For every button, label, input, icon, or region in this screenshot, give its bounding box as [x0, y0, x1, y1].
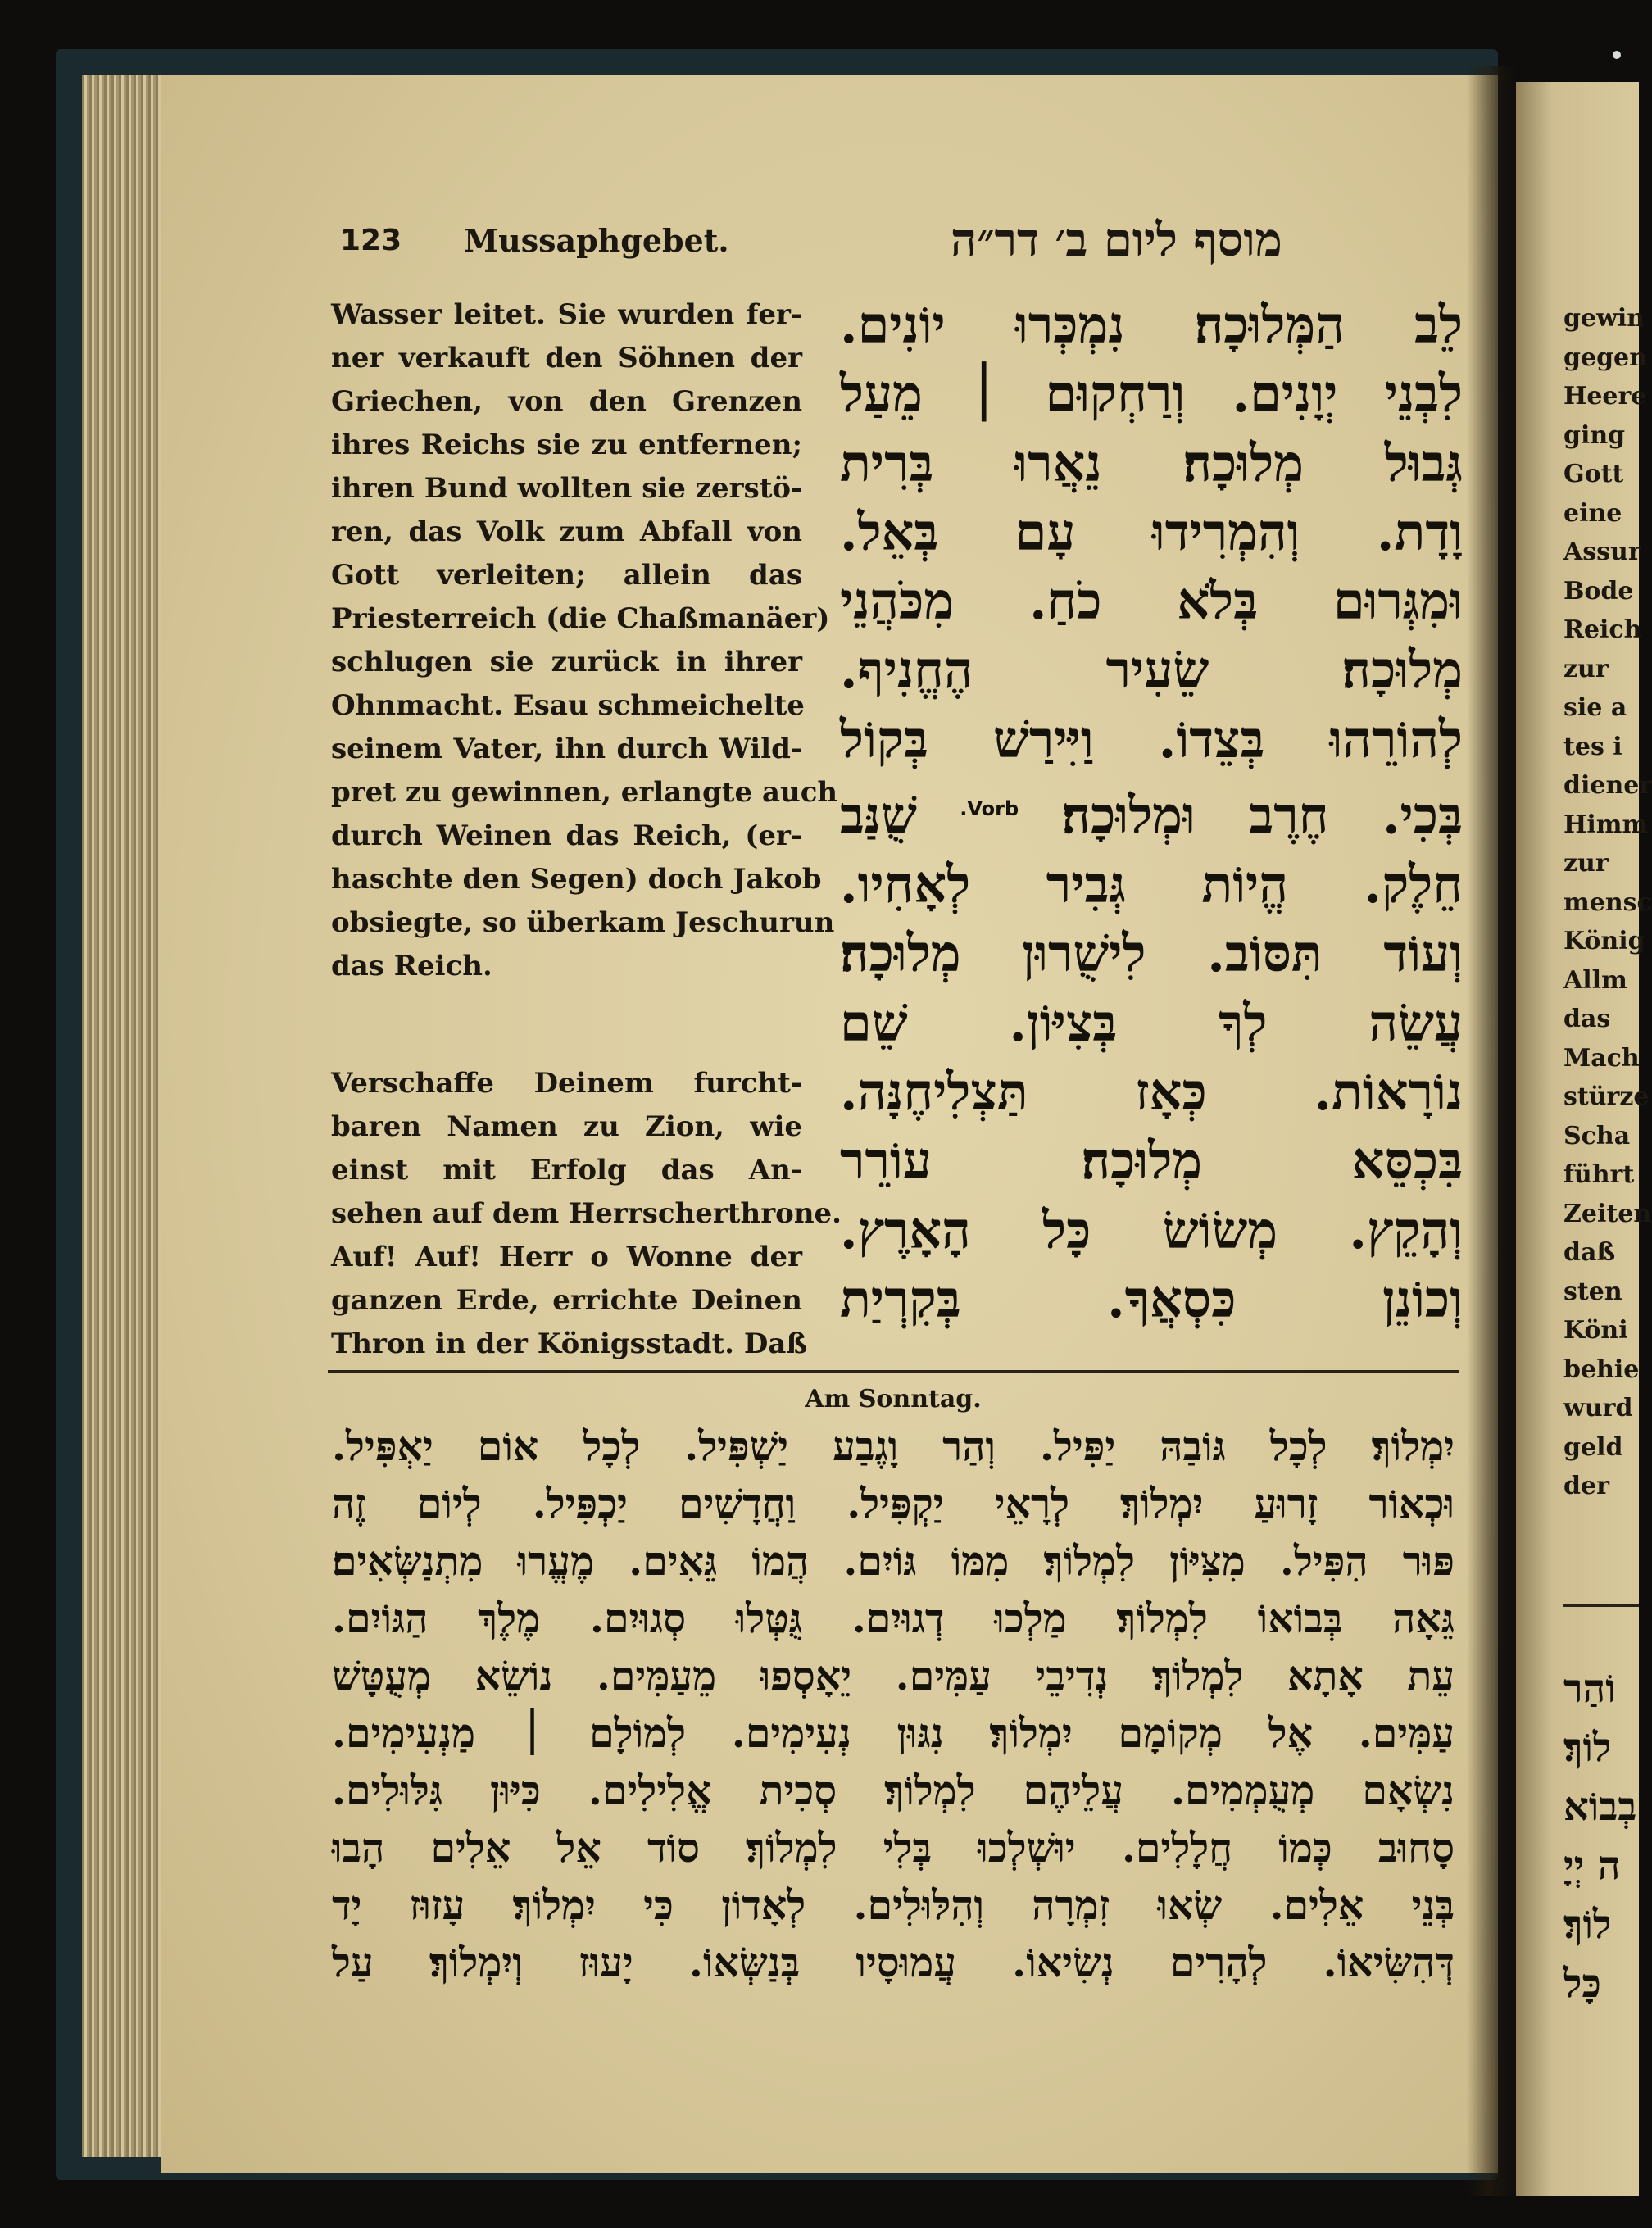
german-line: Verschaffe Deinem furcht-: [331, 1067, 802, 1100]
next-page-german-line: eine: [1564, 498, 1622, 528]
german-translation-paragraph-1: [331, 293, 838, 988]
next-page-german-line: Zeiten: [1564, 1199, 1652, 1228]
page-number: 123: [340, 223, 402, 257]
german-line: baren Namen zu Zion, wie: [331, 1110, 802, 1143]
german-line: haschte den Segen) doch Jakob: [331, 863, 822, 896]
running-title: Mussaphgebet.: [464, 221, 729, 259]
next-page-german-line: Köni: [1564, 1316, 1628, 1345]
next-page-german-line: Reich: [1564, 615, 1642, 644]
marginal-note-vorb: Vorb.: [916, 797, 1062, 821]
hebrew-line: בְּכִי. חֶרֶב וּמְלוּכָה׃ $^{Vorb.}$ שֻׁנַּב: [840, 785, 1463, 846]
next-page-german-line: Allm: [1564, 965, 1627, 995]
next-page-german-line: der: [1564, 1472, 1609, 1500]
section-divider: [328, 1370, 1459, 1373]
next-page-hebrew-line: וֹהַר: [1564, 1666, 1616, 1712]
next-page-german-line: tes i: [1564, 732, 1622, 761]
hebrew-bottom-line: וּכְאוֹר זָרוּעַ יִמְלוֹךְ׃ לְרָאֵי יַקְפִּיל. וַחֲדָשִׁים יַכְפִּיל. לְיוֹם זֶה: [332, 1480, 1455, 1527]
next-page-german-line: zur: [1564, 654, 1609, 683]
german-line: ner verkauft den Söhnen der: [331, 342, 802, 374]
hebrew-line: בִּכְסֵּא מְלוּכָה׃ עוֹרֵר: [840, 1131, 1463, 1191]
hebrew-bottom-line: גֵּאָה בְּבוֹאוֹ לִמְלוֹךְ׃ מַלְכוּ דְגוּיִם. גֻּטְּלוּ סְגוּיִם. מֶלֶךְ הַגּוֹיִם.: [332, 1595, 1455, 1642]
cover-rivet: [1613, 51, 1621, 59]
hebrew-main-column: [840, 291, 1463, 1334]
hebrew-line: וָדָת. וְהִמְרִידוּ עָם בְּאֵל.: [840, 501, 1463, 562]
german-line: pret zu gewinnen, erlangte auch: [331, 776, 838, 809]
next-page-german-line: Himm: [1564, 810, 1649, 839]
next-page-german-line: Scha: [1564, 1121, 1631, 1150]
hebrew-line: עֲשֵׂה לְךָ בְּצִיּוֹן. שֵׁם: [840, 992, 1463, 1053]
next-page-german-line: diener: [1564, 771, 1652, 800]
german-line: Wasser leitet. Sie wurden fer-: [331, 298, 802, 331]
next-page-german-line: gewin: [1564, 304, 1645, 333]
hebrew-bottom-line: יִמְלוֹךְ׃ לְכָל גּוֹבַהּ יַפִּיל. וְהַר וָגֶבַע יַשְׁפִּיל. לְכָל אוֹם יַאְפִּיל.: [332, 1423, 1455, 1470]
german-line: Griechen, von den Grenzen: [331, 385, 802, 418]
german-line: einst mit Erfolg das An-: [331, 1154, 802, 1187]
german-line: sehen auf dem Herrscherthrone.: [331, 1197, 842, 1230]
next-page-hebrew-line: לוֹךְ׃: [1564, 1725, 1612, 1771]
next-page-hebrew-line: ה יְיָ: [1564, 1843, 1621, 1889]
hebrew-line: מְלוּכָה׃ שֵׂעִיר הֶחֱנִיף.: [840, 640, 1463, 701]
hebrew-line: נוֹרָאוֹת. כְּאָז תַּצְלִיחֶנָּה.: [840, 1061, 1463, 1122]
german-line: Gott verleiten; allein das: [331, 559, 802, 592]
next-page-german-line: ging: [1564, 420, 1626, 450]
next-page-german-line: Gott: [1564, 460, 1624, 488]
german-line: ihren Bund wollten sie zerstö-: [331, 472, 803, 505]
next-page-german-line: gegen: [1564, 343, 1647, 372]
next-page-hebrew-line: בְבוֹא: [1564, 1784, 1637, 1830]
hebrew-line: לֵב הַמְּלוּכָה׃ נִמְכְּרוּ יוֹנִים.: [840, 295, 1463, 355]
next-page-german-line: mensc: [1564, 887, 1652, 917]
next-page-german-line: sten: [1564, 1277, 1622, 1306]
german-line: Auf! Auf! Herr o Wonne der: [331, 1241, 802, 1273]
hebrew-line: וְכוֹנֵן כִּסְאֲךָ. בְּקִרְיַת: [840, 1268, 1463, 1329]
next-page-german-line: daß: [1564, 1238, 1616, 1267]
german-line: durch Weinen das Reich, (er-: [331, 819, 802, 852]
next-page-german-line: König: [1564, 927, 1645, 955]
german-line: seinem Vater, ihn durch Wild-: [331, 733, 802, 765]
hebrew-line: וְהָקֵץ. מְשׂוֹשׂ כָּל הָאָרֶץ.: [840, 1200, 1463, 1260]
german-line: obsiegte, so überkam Jeschurun: [331, 906, 835, 939]
hebrew-line: וּמִגְּרוּם בְּלֹא כֹחַ. מִכֹּהֲנֵי: [840, 571, 1463, 632]
german-line: schlugen sie zurück in ihrer: [331, 646, 802, 678]
next-page-german-line: sie a: [1564, 693, 1627, 722]
hebrew-line: לִבְנֵי יְוָנִים. וְרַחְקוּם ׀ מֵעַל: [840, 364, 1463, 424]
next-page-german-line: behie: [1564, 1354, 1640, 1384]
next-page-german-fragments: [1564, 299, 1652, 1506]
hebrew-line: גְּבוּל מְלוּכָה׃ נֵאֲרוּ בְּרִית: [840, 433, 1463, 493]
german-line: das Reich.: [331, 950, 492, 982]
german-line: Thron in der Königsstadt. Daß: [331, 1327, 808, 1360]
next-page-german-line: das: [1564, 1005, 1611, 1033]
next-page-german-line: stürze: [1564, 1082, 1650, 1111]
next-page-divider: [1564, 1604, 1639, 1607]
hebrew-running-title: מוסף ליום ב׳ דר״ה: [951, 213, 1282, 267]
hebrew-bottom-line: סָחוּב כְּמוֹ חֲלָלִים. יוּשְׁלְכוּ בְּלִי לִמְלוֹךְ׃ סוֹד אֵל אֵלִים הָבוּ: [332, 1824, 1455, 1872]
next-page-german-line: Mach: [1564, 1043, 1640, 1073]
next-page-hebrew-line: לוֹךְ׃: [1564, 1902, 1612, 1948]
hebrew-bottom-line: דְּהִשִּׂיאוֹ. לְהָרִים נְשִׂיאוֹ. עֲמוּסָיו בְּנַשְּׂאוֹ. יָעוּז וְיִמְלוֹךְ׃ עַל: [332, 1939, 1455, 1986]
german-line: ren, das Volk zum Abfall von: [331, 515, 802, 548]
next-page-hebrew-fragments: [1564, 1659, 1639, 2013]
next-page-german-line: wurd: [1564, 1394, 1633, 1423]
german-translation-paragraph-2: [331, 1062, 842, 1366]
next-page-german-line: Assur: [1564, 538, 1641, 566]
german-line: ganzen Erde, errichte Deinen: [331, 1284, 802, 1317]
hebrew-bottom-block: [332, 1418, 1455, 1991]
hebrew-line: לְהוֹרֵהוּ בְּצֵדוֹ. וַיִּירַשׁ בְּקוֹל: [840, 709, 1463, 769]
hebrew-bottom-line: עַמִּים. אֶל מְקוֹמָם יִמְלוֹךְ׃ נִגּוּן נְעִימִים. לְמוֹלָם ׀ מַנְעִימִים.: [332, 1709, 1455, 1757]
german-line: Priesterreich (die Chaßmanäer): [331, 602, 830, 635]
section-label-sunday: Am Sonntag.: [805, 1385, 982, 1413]
german-line: ihres Reichs sie zu entfernen;: [331, 429, 802, 461]
german-line: Ohnmacht. Esau schmeichelte: [331, 689, 805, 722]
hebrew-bottom-line: עֵת אָתָא לִמְלוֹךְ׃ נְדִיבֵי עַמִּים. יֵאָסְפוּ מֵעַמִּים. נוֹשֵׂא מְעֻטָּשׁ: [332, 1652, 1455, 1699]
hebrew-bottom-line: נִשְׂאָם מְעֻמְמִים. עֲלֵיהֶם לִמְלוֹךְ׃ סְכִית אֱלִילִים. כִּיּוּן גִּלּוּלִים.: [332, 1767, 1455, 1814]
next-page-german-line: Heere: [1564, 382, 1647, 411]
hebrew-line: חֵלֶק. הֱיוֹת גְּבִיר לְאָחִיו.: [840, 855, 1463, 915]
hebrew-line: וְעוֹד תִּסּוֹב. לִישֻׁרוּן מְלוּכָה׃: [840, 923, 1463, 984]
next-page-german-line: Bode: [1564, 576, 1634, 606]
next-page-german-line: zur: [1564, 849, 1609, 878]
hebrew-bottom-line: בְּנֵי אֵלִים. שְׂאוּ זִמְרָה וְהִלּוּלִים. לְאָדוֹן כִּי יִמְלוֹךְ׃ עָזוּז יָד: [332, 1881, 1455, 1929]
next-page-german-line: geld: [1564, 1432, 1623, 1462]
next-page-hebrew-line: כָּל: [1564, 1961, 1601, 2007]
book-gutter: [1467, 66, 1516, 2196]
hebrew-bottom-line: פּוּר הִפִּיל. מִצִּיּוֹן לִמְלוֹךְ׃ מִמּוֹ גּוֹיִם. הֲמוֹ גֵּאִים. מֶעֱרוּ מִתְנַשְּׂאִים׃: [332, 1537, 1455, 1585]
next-page-german-line: führt: [1564, 1160, 1635, 1189]
